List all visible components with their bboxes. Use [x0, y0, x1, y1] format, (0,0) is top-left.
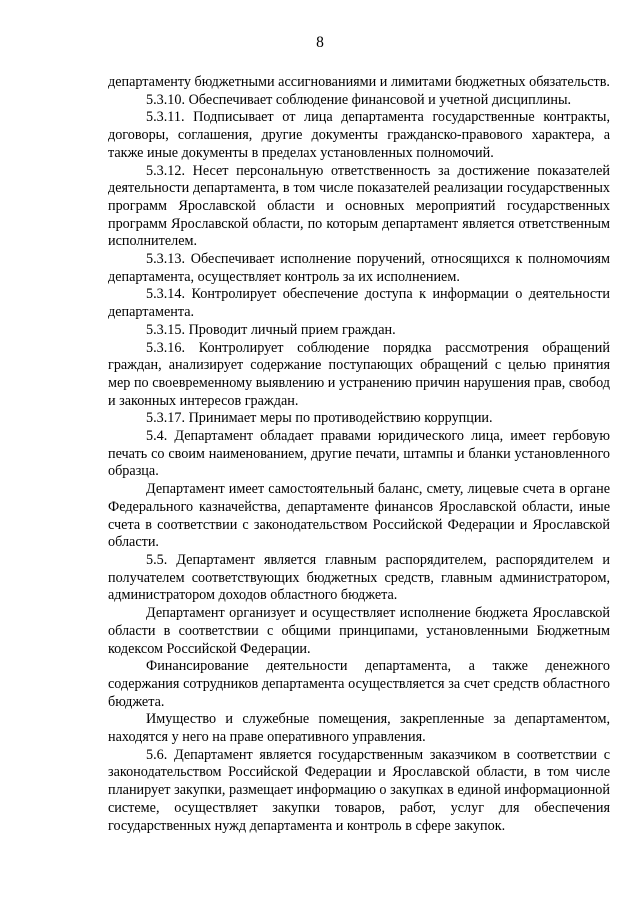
paragraph-5-3-14: 5.3.14. Контролирует обеспечение доступа к информации о деятельности департамента.: [108, 286, 610, 321]
paragraph-5-3-15: 5.3.15. Проводит личный прием граждан.: [146, 321, 396, 338]
paragraph-balance: Департамент имеет самостоятельный баланс, смету, лицевые счета в органе Федерального казначейства, департаменте финансов Ярославской области, иные счета в соответствии с законодательством Российской Федерации и Ярославской области.: [108, 481, 610, 551]
paragraph-5-3-17: 5.3.17. Принимает меры по противодействию коррупции.: [146, 410, 493, 427]
paragraph-5-3-12: 5.3.12. Несет персональную ответственность за достижение показателей деятельности департамента, в том числе показателей реализации государственных программ Ярославской области и основных мероприятий государственных программ Ярославской области, по которым департамент является ответственным исполнителем.: [108, 162, 610, 250]
document-body: [108, 74, 610, 835]
paragraph-continuation: департаменту бюджетными ассигнованиями и лимитами бюджетных обязательств.: [108, 74, 610, 90]
paragraph-5-4: 5.4. Департамент обладает правами юридического лица, имеет гербовую печать со своим наименованием, другие печати, штампы и бланки установленного образца.: [108, 428, 610, 480]
paragraph-5-5: 5.5. Департамент является главным распорядителем, распорядителем и получателем соответствующих бюджетных средств, главным администратором, администратором доходов областного бюджета.: [108, 551, 610, 604]
paragraph-5-3-16: 5.3.16. Контролирует соблюдение порядка рассмотрения обращений граждан, анализирует содержание поступающих обращений с целью принятия мер по своевременному выявлению и устранению причин нарушения прав, свобод и законных интересов граждан.: [108, 339, 610, 409]
paragraph-budget-execution: Департамент организует и осуществляет исполнение бюджета Ярославской области в соответствии с общими принципами, установленными Бюджетным кодексом Российской Федерации.: [108, 605, 610, 657]
paragraph-financing: Финансирование деятельности департамента, а также денежного содержания сотрудников департамента осуществляется за счет средств областного бюджета.: [108, 658, 610, 710]
paragraph-5-3-11: 5.3.11. Подписывает от лица департамента государственные контракты, договоры, соглашения, другие документы гражданско-правового характера, а также иные документы в пределах установленных полномочий.: [108, 109, 610, 161]
paragraph-5-3-10: 5.3.10. Обеспечивает соблюдение финансовой и учетной дисциплины.: [146, 91, 572, 108]
paragraph-5-6: 5.6. Департамент является государственным заказчиком в соответствии с законодательством Российской Федерации и Ярославской области, в том числе планирует закупки, размещает информацию о закупках в единой информационной системе, осуществляет закупки товаров, работ, услуг для обеспечения государственных нужд департамента и контроль в сфере закупок.: [108, 746, 610, 834]
page-number: 8: [316, 34, 324, 51]
paragraph-property: Имущество и служебные помещения, закрепленные за департаментом, находятся у него на праве оперативного управления.: [108, 711, 610, 746]
paragraph-5-3-13: 5.3.13. Обеспечивает исполнение поручений, относящихся к полномочиям департамента, осуществляет контроль за их исполнением.: [108, 251, 610, 285]
